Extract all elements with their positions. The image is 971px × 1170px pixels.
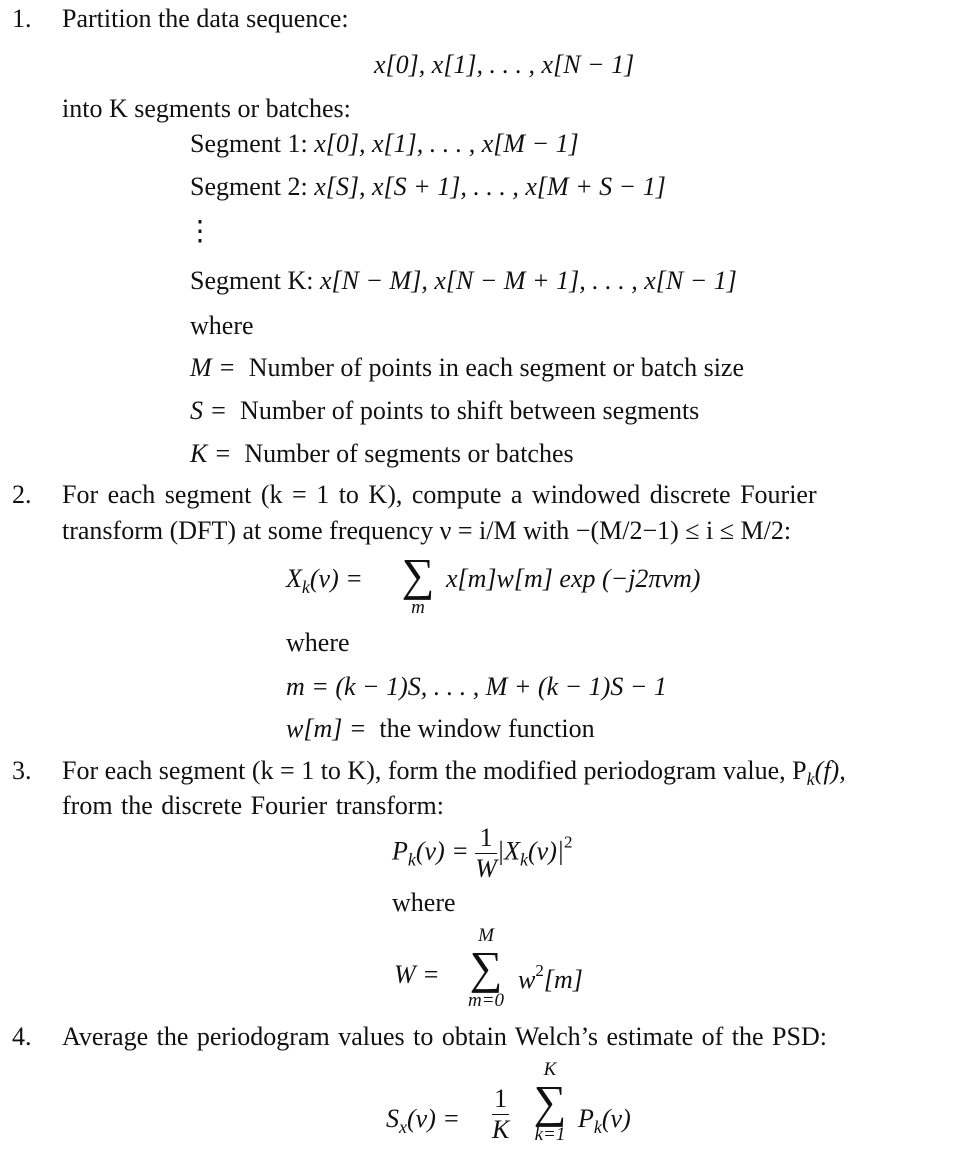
step-4-number: 4. — [12, 1022, 32, 1051]
step-1-number: 1. — [12, 4, 32, 33]
p-subscript: k — [407, 849, 416, 870]
def-m — [190, 355, 744, 381]
w-summation — [458, 926, 514, 1010]
segment-label: Segment K: — [190, 266, 314, 295]
sum-upper-limit: M — [478, 925, 494, 946]
fraction-denominator: K — [492, 1115, 510, 1144]
dft-subscript: k — [301, 577, 310, 597]
s-rhs-end: (ν) — [601, 1104, 631, 1133]
where-label: where — [392, 888, 456, 917]
welch-fraction — [492, 1086, 509, 1143]
dft-rhs: x[m]w[m] exp (−j2πνm) — [446, 564, 701, 593]
periodogram-eq — [392, 825, 573, 882]
w-superscript: 2 — [535, 961, 544, 980]
step-3-argument: (f), — [814, 756, 846, 785]
segment-label: Segment 2: — [190, 172, 308, 201]
welch-lhs — [386, 1106, 460, 1136]
p-rhs-end: (ν)| — [528, 836, 565, 866]
w-index: [m] — [543, 965, 583, 994]
w-lhs: W = — [394, 960, 440, 989]
vertical-ellipsis: ⋮ — [186, 216, 214, 247]
w-symbol: w — [518, 965, 536, 994]
where-label: where — [286, 628, 350, 657]
segment-expr: x[S], x[S + 1], . . . , x[M + S − 1] — [314, 172, 666, 201]
s-subscript: x — [399, 1117, 407, 1137]
step-3-subscript: k — [806, 769, 815, 789]
welch-rhs — [578, 1106, 631, 1136]
m-range: m = (k − 1)S, . . . , M + (k − 1)S − 1 — [286, 672, 667, 701]
p-symbol: P — [392, 836, 408, 866]
data-sequence: x[0], x[1], . . . , x[N − 1] — [374, 50, 635, 79]
p-superscript: 2 — [564, 832, 573, 852]
s-rhs-subscript: k — [593, 1117, 602, 1137]
step-2-number: 2. — [12, 480, 32, 509]
where-label: where — [190, 311, 254, 340]
fraction-numerator: 1 — [475, 825, 497, 854]
s-symbol: S — [386, 1104, 399, 1133]
step-1-lead: Partition the data sequence: — [62, 4, 349, 33]
segment-2 — [190, 174, 666, 200]
s-argument: (ν) = — [407, 1104, 460, 1133]
segment-expr: x[N − M], x[N − M + 1], . . . , x[N − 1] — [320, 266, 737, 295]
p-rhs-subscript: k — [520, 849, 528, 870]
dft-lhs — [286, 566, 363, 596]
p-fraction — [475, 825, 497, 882]
sum-upper-limit: K — [543, 1059, 557, 1080]
sigma-symbol: ∑ — [469, 942, 503, 993]
step-3-number: 3. — [12, 756, 32, 785]
def-text: Number of points to shift between segments — [240, 396, 700, 425]
step-2-line-1: For each segment (k = 1 to K), compute a windowed discrete Fourier — [62, 480, 817, 509]
def-s — [190, 398, 699, 424]
step-3-line-2: from the discrete Fourier transform: — [62, 791, 444, 820]
sigma-symbol: ∑ — [533, 1076, 567, 1127]
window-def — [286, 716, 595, 742]
sum-lower-limit: k=1 — [534, 1124, 566, 1145]
segment-k — [190, 268, 737, 294]
dft-argument: (ν) = — [309, 564, 363, 593]
welch-summation — [524, 1060, 576, 1144]
step-4-line-1: Average the periodogram values to obtain Welch’s estimate of the PSD: — [62, 1022, 827, 1051]
p-argument: (ν) = — [415, 836, 469, 866]
def-text: Number of segments or batches — [244, 439, 574, 468]
p-rhs: |X — [496, 836, 520, 866]
def-k — [190, 441, 574, 467]
fraction-numerator: 1 — [492, 1086, 509, 1115]
def-symbol: M = — [190, 353, 236, 382]
dft-symbol: X — [286, 564, 302, 593]
window-symbol: w[m] = — [286, 714, 367, 743]
step-1-into: into K segments or batches: — [62, 94, 351, 123]
def-text: Number of points in each segment or batch size — [248, 353, 744, 382]
step-3-text: For each segment (k = 1 to K), form the modified periodogram value, P — [62, 756, 807, 785]
s-fraction — [492, 1086, 509, 1143]
step-2-line-2: transform (DFT) at some frequency ν = i/M with −(M/2−1) ≤ i ≤ M/2: — [62, 516, 792, 545]
s-rhs-symbol: P — [578, 1104, 594, 1133]
step-3-line-1 — [62, 758, 846, 788]
fraction-denominator: W — [475, 854, 497, 883]
dft-summation — [398, 549, 438, 618]
sum-lower-limit: m — [411, 597, 425, 618]
segment-expr: x[0], x[1], . . . , x[M − 1] — [314, 129, 579, 158]
segment-1 — [190, 131, 579, 157]
w-rhs — [518, 962, 583, 993]
def-symbol: K = — [190, 439, 232, 468]
window-text: the window function — [379, 714, 595, 743]
sum-lower-limit: m=0 — [467, 990, 505, 1011]
segment-label: Segment 1: — [190, 129, 308, 158]
sigma-symbol: ∑ — [401, 549, 435, 600]
def-symbol: S = — [190, 396, 228, 425]
